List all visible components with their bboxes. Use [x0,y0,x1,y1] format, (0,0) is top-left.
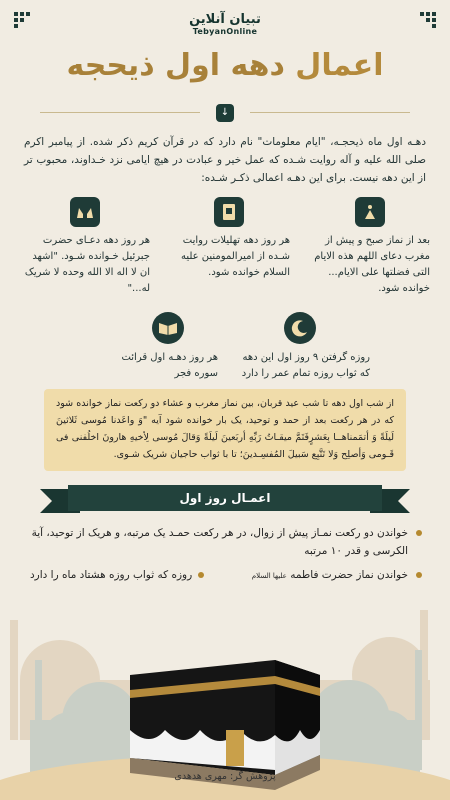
practice-item [168,197,290,281]
practice-item [310,197,430,297]
kaaba-mosque-illustration [0,580,450,800]
practice-item [118,312,218,382]
title-part-1: اعمال [295,48,384,83]
section-title: اعمـال روز اول [68,485,382,511]
logo-text-en: TebyanOnline [192,27,258,36]
credit-text: پژوهش گر: مهری هدهدی [174,771,276,782]
bullet-dot [198,572,204,578]
open-quran-icon [152,312,184,344]
intro-paragraph: دهـه اول ماه ذیحجـه، "ایام معلومات" نام دارد که در قرآن کریم ذکر شده. از پیامبر اکرم صلی الله علیه و آله روایت شـده که عمل خیر و عبادت در هیچ ایامی نزد خـداوند، محبوب تر از این دهه نیست. برای این دهـه اعمالی ذکـر شـده: [24,136,426,184]
practice-text: هر روز دهـه اول قرائت سوره فجر [121,352,218,379]
bullet-dot [416,530,422,536]
list-item-text-2: روزه که ثواب روزه هشتاد ماه را دارد [30,566,204,585]
title-divider [40,104,410,122]
logo [0,12,450,36]
page-title [0,48,450,83]
night-prayer-card: از شب اول دهه تا شب عید قربان، بین نماز مغرب و عشاء دو رکعت نماز خوانده شود که در هر رکعت بعد از حمد و توحید، یک بار خوانده شود آیه "وَ واعَدنا مُوسی ثَلاثینَ لَیلَةً وَ أتمَمناهــا بِعَشرٍفَتَمَّ میقـاتُ رَبِّهِ أربَعینَ لَیلَةً وَقالَ مُوسی لِأخیهِ هارونَ اخلُفنی فی قَـومی وَأصلِح وَلا تَتَّبِع سَبیلَ المُفسِـدینَ؛ تا با ثواب حاجیان شریک شـوی. [44,389,406,471]
practice-item [20,197,150,297]
divider-line [250,112,410,113]
divider-line [40,112,200,113]
section-ribbon [40,485,410,513]
practice-text: بعد از نماز صبح و پیش از مغرب دعای اللهم هذه الایام التی فضلتها علی الایام... خوانده شود. [314,235,430,294]
logo-text-fa: تبیان آنلاین [189,12,261,27]
title-part-2: دهه اول ذیحجه [66,48,285,83]
arrow-down-icon[interactable]: ↓ [216,104,234,122]
quran-book-icon [214,197,244,227]
practice-item [230,312,370,382]
bullet-dot [416,572,422,578]
practice-text: هر روز دهه تهلیلات روایت شـده از امیرالمومنین علیه السلام خوانده شود. [180,235,290,278]
list-item [30,524,422,560]
practice-text: روزه گرفتن ۹ روز اول این دهه که ثواب روزه تمام عمر را دارد [241,352,370,379]
fasting-moon-icon [284,312,316,344]
list-item-text: خواندن دو رکعت نمـاز پیش از زوال، در هر رکعت حمـد یک مرتبه، و هریک از توحید، آیة الکرسی و قدر ۱۰ مرتبه [31,527,408,557]
list-item-text: خواندن نماز حضرت فاطمه علیها السلام [251,569,408,581]
praying-hands-icon [70,197,100,227]
prayer-person-icon [355,197,385,227]
practice-text: هر روز دهه دعـای حضرت جبرئیل خـوانده شـود. "اشهد ان لا اله الا الله وحده لا شریک له..." [24,235,150,294]
